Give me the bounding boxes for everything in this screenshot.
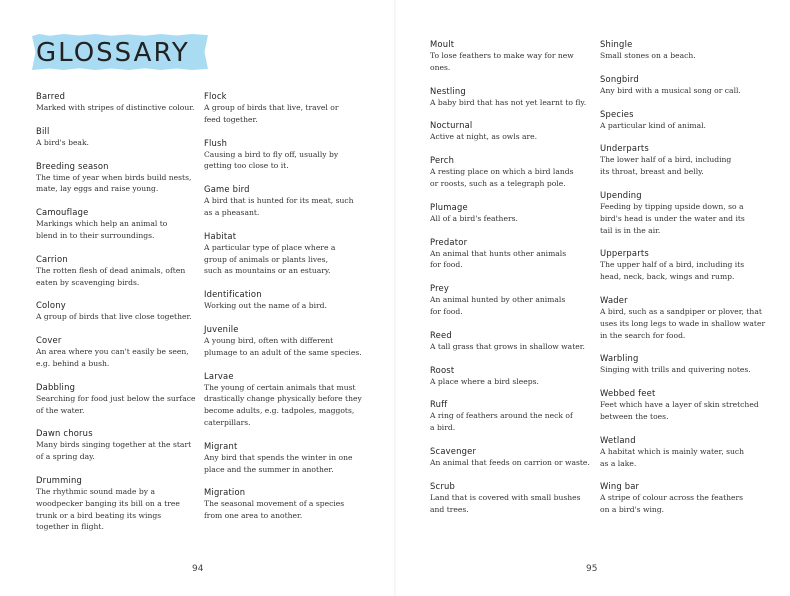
glossary-definition-line: head, neck, back, wings and rump. bbox=[600, 272, 735, 282]
glossary-definition-line: Working out the name of a bird. bbox=[204, 301, 327, 311]
glossary-entry bbox=[36, 381, 208, 417]
glossary-column-2 bbox=[204, 90, 382, 533]
glossary-term: Prey bbox=[430, 283, 450, 294]
glossary-definition-line: A particular type of place where a bbox=[204, 242, 336, 252]
glossary-term: Webbed feet bbox=[600, 388, 656, 399]
glossary-definition-line: feed together. bbox=[204, 114, 258, 124]
glossary-term: Habitat bbox=[204, 230, 237, 241]
glossary-definition-line: A tall grass that grows in shallow water. bbox=[430, 341, 585, 351]
glossary-term: Songbird bbox=[600, 73, 639, 84]
glossary-term: Roost bbox=[430, 364, 455, 375]
glossary-term: Upending bbox=[600, 189, 642, 200]
glossary-entry bbox=[204, 230, 382, 277]
glossary-definition-line: The rhythmic sound made by a bbox=[36, 486, 156, 496]
glossary-column-4 bbox=[600, 38, 782, 527]
glossary-term: Moult bbox=[430, 39, 455, 49]
glossary-definition-line: Marked with stripes of distinctive colour. bbox=[36, 103, 195, 112]
glossary-definition-line: Singing with trills and quivering notes. bbox=[600, 365, 751, 375]
glossary-entry bbox=[430, 38, 602, 74]
glossary-definition-line: mate, lay eggs and raise young. bbox=[36, 184, 159, 194]
glossary-definition-line: uses its long legs to wade in shallow water bbox=[600, 318, 766, 328]
glossary-entry bbox=[36, 125, 208, 149]
glossary-definition-line: An animal that hunts other animals bbox=[430, 248, 567, 258]
glossary-definition-line: A place where a bird sleeps. bbox=[430, 376, 539, 386]
glossary-term: Migration bbox=[204, 487, 246, 498]
glossary-entry bbox=[430, 480, 602, 516]
glossary-entry bbox=[430, 85, 602, 109]
glossary-definition-line: eaten by scavenging birds. bbox=[36, 277, 140, 287]
glossary-term: Plumage bbox=[430, 201, 468, 212]
glossary-term: Cover bbox=[36, 335, 62, 346]
glossary-definition-line: The time of year when birds build nests, bbox=[36, 172, 192, 182]
glossary-definition-line: All of a bird's feathers. bbox=[430, 213, 518, 223]
glossary-term: Predator bbox=[430, 236, 468, 247]
glossary-definition-line: as a pheasant. bbox=[204, 207, 260, 217]
glossary-definition-line: The lower half of a bird, including bbox=[600, 155, 732, 165]
glossary-entry bbox=[600, 434, 782, 470]
glossary-definition-line: Markings which help an animal to bbox=[36, 219, 168, 229]
glossary-term: Game bird bbox=[204, 184, 250, 195]
glossary-term: Underparts bbox=[600, 143, 649, 154]
glossary-term: Scavenger bbox=[430, 445, 477, 456]
glossary-definition-line: woodpecker banging its bill on a tree bbox=[36, 498, 180, 508]
glossary-term: Flock bbox=[204, 91, 227, 101]
glossary-definition-line: Small stones on a beach. bbox=[600, 51, 696, 60]
glossary-entry bbox=[600, 294, 782, 341]
glossary-term: Migrant bbox=[204, 440, 238, 451]
glossary-definition-line: A stripe of colour across the feathers bbox=[600, 493, 744, 503]
glossary-definition-line: group of animals or plants lives, bbox=[204, 254, 328, 264]
glossary-definition-line: Land that is covered with small bushes bbox=[430, 492, 581, 502]
glossary-definition-line: in the search for food. bbox=[600, 330, 686, 340]
glossary-term: Species bbox=[600, 108, 634, 119]
glossary-column-1 bbox=[36, 90, 208, 544]
glossary-definition-line: between the toes. bbox=[600, 411, 669, 421]
glossary-entry bbox=[204, 440, 382, 476]
glossary-definition-line: The rotten flesh of dead animals, often bbox=[36, 265, 186, 275]
glossary-entry bbox=[204, 323, 382, 359]
glossary-entry bbox=[430, 201, 602, 225]
glossary-definition-line: of a spring day. bbox=[36, 452, 95, 462]
glossary-definition-line: To lose feathers to make way for new bbox=[430, 51, 574, 60]
page-gutter bbox=[394, 0, 396, 596]
glossary-entry bbox=[600, 189, 782, 236]
glossary-entry bbox=[600, 387, 782, 423]
glossary-definition-line: A group of birds that live, travel or bbox=[204, 103, 339, 112]
glossary-entry bbox=[204, 288, 382, 312]
glossary-definition-line: as a lake. bbox=[600, 458, 637, 468]
glossary-definition-line: Causing a bird to fly off, usually by bbox=[204, 149, 339, 159]
glossary-entry bbox=[600, 38, 782, 62]
glossary-definition-line: for food. bbox=[430, 306, 463, 316]
glossary-entry bbox=[430, 282, 602, 318]
glossary-entry bbox=[430, 398, 602, 434]
glossary-entry bbox=[430, 236, 602, 272]
glossary-entry bbox=[36, 206, 208, 242]
glossary-definition-line: A bird that is hunted for its meat, such bbox=[204, 196, 354, 206]
glossary-definition-line: bird's head is under the water and its bbox=[600, 213, 745, 223]
glossary-term: Perch bbox=[430, 155, 455, 166]
glossary-term: Breeding season bbox=[36, 160, 109, 171]
glossary-definition-line: ones. bbox=[430, 62, 451, 72]
glossary-term: Carrion bbox=[36, 253, 68, 264]
glossary-definition-line: together in flight. bbox=[36, 522, 104, 532]
glossary-definition-line: drastically change physically before they bbox=[204, 394, 362, 404]
glossary-definition-line: on a bird's wing. bbox=[600, 505, 665, 515]
glossary-term: Shingle bbox=[600, 39, 633, 49]
glossary-entry bbox=[36, 474, 208, 533]
glossary-entry bbox=[36, 334, 208, 370]
glossary-term: Wing bar bbox=[600, 481, 640, 492]
glossary-definition-line: from one area to another. bbox=[204, 511, 303, 521]
glossary-definition-line: An animal hunted by other animals bbox=[430, 295, 566, 305]
glossary-definition-line: of the water. bbox=[36, 405, 85, 415]
glossary-entry bbox=[600, 73, 782, 97]
glossary-definition-line: trunk or a bird beating its wings bbox=[36, 510, 162, 520]
glossary-term: Nocturnal bbox=[430, 120, 473, 131]
glossary-definition-line: plumage to an adult of the same species. bbox=[204, 347, 362, 357]
glossary-definition-line: a bird. bbox=[430, 423, 456, 433]
glossary-definition-line: Any bird with a musical song or call. bbox=[600, 85, 741, 95]
glossary-definition-line: for food. bbox=[430, 260, 463, 270]
glossary-term: Bill bbox=[36, 125, 50, 136]
glossary-term: Dawn chorus bbox=[36, 428, 93, 439]
glossary-term: Juvenile bbox=[204, 323, 239, 334]
glossary-term: Flush bbox=[204, 137, 228, 148]
glossary-definition-line: caterpillars. bbox=[204, 417, 251, 427]
glossary-entry bbox=[204, 137, 382, 173]
glossary-definition-line: Searching for food just below the surface bbox=[36, 393, 196, 403]
glossary-entry bbox=[36, 427, 208, 463]
page-number-left: 94 bbox=[192, 564, 204, 574]
glossary-term: Wader bbox=[600, 294, 628, 305]
glossary-definition-line: An animal that feeds on carrion or waste. bbox=[430, 457, 590, 467]
glossary-term: Dabbling bbox=[36, 381, 76, 392]
glossary-entry bbox=[204, 90, 382, 126]
glossary-term: Drumming bbox=[36, 474, 83, 485]
glossary-entry bbox=[430, 329, 602, 353]
glossary-definition-line: A bird, such as a sandpiper or plover, that bbox=[600, 306, 762, 316]
glossary-term: Camouflage bbox=[36, 207, 89, 218]
glossary-definition-line: An area where you can't easily be seen, bbox=[36, 347, 189, 357]
glossary-term: Warbling bbox=[600, 353, 639, 364]
glossary-entry bbox=[430, 364, 602, 388]
glossary-definition-line: A bird's beak. bbox=[36, 137, 89, 147]
glossary-definition-line: getting too close to it. bbox=[204, 161, 289, 171]
glossary-definition-line: e.g. behind a bush. bbox=[36, 358, 110, 368]
glossary-entry bbox=[204, 370, 382, 429]
glossary-entry bbox=[600, 247, 782, 283]
glossary-term: Colony bbox=[36, 300, 66, 311]
glossary-term: Reed bbox=[430, 329, 452, 340]
glossary-definition-line: A baby bird that has not yet learnt to fly. bbox=[430, 97, 587, 107]
glossary-term: Scrub bbox=[430, 480, 455, 491]
glossary-definition-line: Active at night, as owls are. bbox=[430, 132, 538, 142]
glossary-entry bbox=[36, 299, 208, 323]
glossary-entry bbox=[204, 486, 382, 522]
glossary-entry bbox=[36, 253, 208, 289]
glossary-definition-line: A habitat which is mainly water, such bbox=[600, 446, 745, 456]
glossary-entry bbox=[204, 183, 382, 219]
glossary-definition-line: and trees. bbox=[430, 504, 469, 514]
glossary-entry bbox=[430, 154, 602, 190]
page-number-right: 95 bbox=[586, 564, 598, 574]
glossary-term: Ruff bbox=[430, 399, 448, 410]
glossary-column-3 bbox=[430, 38, 602, 526]
glossary-entry bbox=[600, 108, 782, 132]
glossary-definition-line: tail is in the air. bbox=[600, 225, 661, 235]
glossary-definition-line: A group of birds that live close together. bbox=[36, 312, 192, 322]
glossary-term: Upperparts bbox=[600, 248, 649, 259]
glossary-entry bbox=[600, 352, 782, 376]
glossary-term: Larvae bbox=[204, 370, 234, 381]
glossary-term: Wetland bbox=[600, 434, 636, 445]
glossary-entry bbox=[36, 90, 208, 114]
glossary-term: Identification bbox=[204, 289, 262, 300]
glossary-entry bbox=[430, 119, 602, 143]
glossary-definition-line: A particular kind of animal. bbox=[600, 120, 706, 130]
glossary-definition-line: Feeding by tipping upside down, so a bbox=[600, 201, 744, 211]
glossary-definition-line: such as mountains or an estuary. bbox=[204, 266, 331, 276]
glossary-definition-line: Any bird that spends the winter in one bbox=[204, 452, 353, 462]
glossary-definition-line: blend in to their surroundings. bbox=[36, 230, 155, 240]
glossary-definition-line: Feet which have a layer of skin stretched bbox=[600, 400, 759, 410]
glossary-definition-line: A ring of feathers around the neck of bbox=[430, 411, 573, 421]
glossary-definition-line: become adults, e.g. tadpoles, maggots, bbox=[204, 406, 355, 416]
glossary-definition-line: A resting place on which a bird lands bbox=[430, 167, 574, 177]
glossary-entry bbox=[600, 480, 782, 516]
glossary-definition-line: place and the summer in another. bbox=[204, 464, 334, 474]
glossary-entry bbox=[600, 142, 782, 178]
glossary-definition-line: A young bird, often with different bbox=[204, 335, 334, 345]
glossary-entry bbox=[36, 160, 208, 196]
glossary-definition-line: or roosts, such as a telegraph pole. bbox=[430, 178, 566, 188]
glossary-term: Nestling bbox=[430, 85, 466, 96]
glossary-entry bbox=[430, 445, 602, 469]
glossary-term: Barred bbox=[36, 91, 66, 101]
glossary-definition-line: its throat, breast and belly. bbox=[600, 167, 704, 177]
glossary-definition-line: The seasonal movement of a species bbox=[204, 499, 345, 509]
glossary-definition-line: Many birds singing together at the start bbox=[36, 440, 192, 450]
page-title: GLOSSARY bbox=[36, 38, 190, 68]
glossary-definition-line: The young of certain animals that must bbox=[204, 382, 356, 392]
glossary-definition-line: The upper half of a bird, including its bbox=[600, 260, 745, 270]
